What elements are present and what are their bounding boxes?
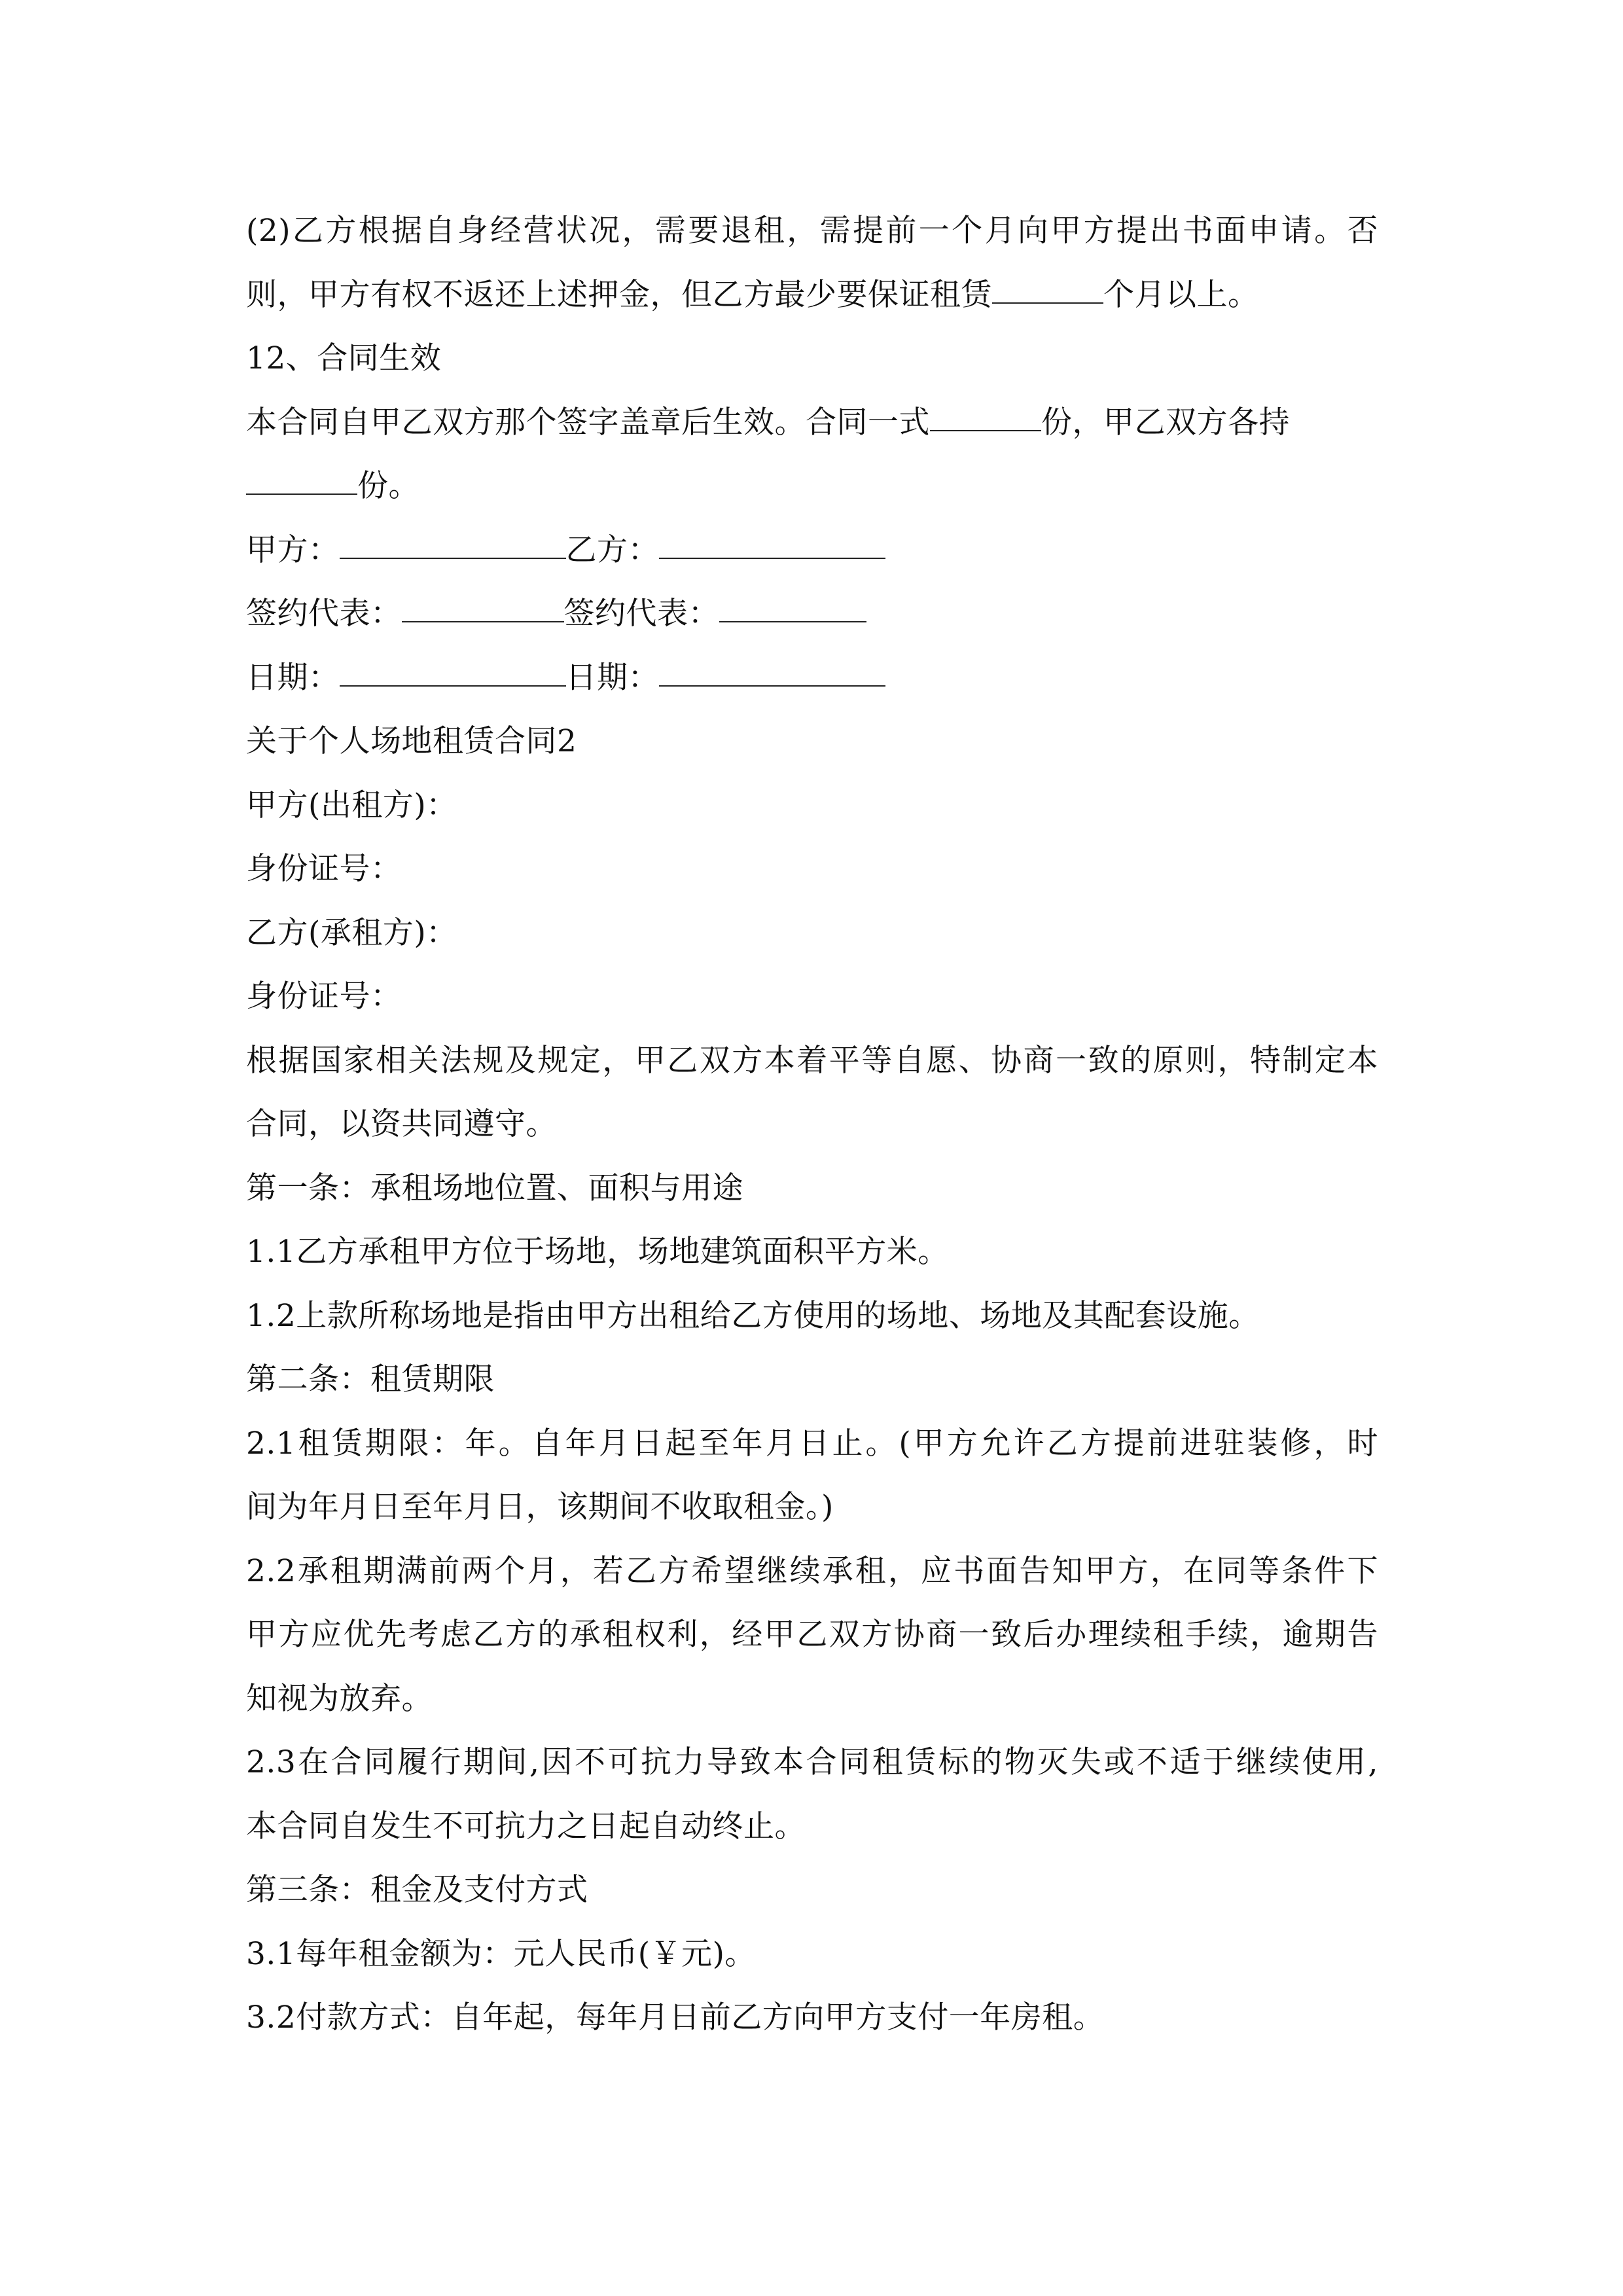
id-b-field: 身份证号： [246,978,402,1014]
clause: 间为年月日至年月日，该期间不收取租金。) [246,1489,834,1525]
clause: 甲方应优先考虑乙方的承租权利，经甲乙双方协商一致后办理续租手续，逾期告 [246,1617,1378,1653]
text-line: 根据国家相关法规及规定，甲乙双方本着平等自愿、协商一致的原则，特制定本 [246,1042,1378,1079]
party-a-field: 甲方(出租方)： [246,787,457,823]
date-b-label: 日期： [565,659,659,696]
clause: 知视为放弃。 [246,1680,433,1717]
article-heading: 第二条：租赁期限 [246,1361,495,1397]
representative-line [246,582,1378,646]
clause: 1.1乙方承租甲方位于场地，场地建筑面积平方米。 [246,1234,949,1270]
text-run: 份，甲乙双方各持 [1041,404,1290,440]
clause: 3.1每年租金额为：元人民币(￥元)。 [246,1935,756,1972]
article-heading: 第三条：租金及支付方式 [246,1872,588,1908]
text-run: 本合同自甲乙双方那个签字盖章后生效。合同一式 [246,404,930,440]
party-a-label: 甲方： [246,531,340,568]
fill-in-blank [340,524,566,559]
clause: 2.3在合同履行期间,因不可抗力导致本合同租赁标的物灭失或不适于继续使用, [246,1744,1378,1780]
fill-in-blank [246,459,357,495]
fill-in-blank [930,396,1041,431]
party-b-label: 乙方： [565,531,659,568]
rep-a-label: 签约代表： [246,596,402,632]
text-line [246,391,1378,455]
text-line: 合同，以资共同遵守。 [246,1106,557,1142]
rep-b-label: 签约代表： [563,596,719,632]
fill-in-blank [659,651,885,687]
document-page [246,199,1378,2050]
signature-line [246,518,1378,583]
text-run: 个月以上。 [1103,276,1259,313]
clause: 1.2上款所称场地是指由甲方出租给乙方使用的场地、场地及其配套设施。 [246,1297,1260,1334]
clause: 本合同自发生不可抗力之日起自动终止。 [246,1808,806,1844]
section-heading: 12、合同生效 [246,340,442,376]
article-heading: 第一条：承租场地位置、面积与用途 [246,1170,743,1206]
id-a-field: 身份证号： [246,851,402,887]
text-line [246,454,1378,518]
fill-in-blank [402,587,564,622]
date-line [246,646,1378,710]
fill-in-blank [992,268,1103,304]
clause: 3.2付款方式：自年起，每年月日前乙方向甲方支付一年房租。 [246,2000,1105,2036]
date-a-label: 日期： [246,659,340,696]
text-run: 则，甲方有权不返还上述押金，但乙方最少要保证租赁 [246,276,992,313]
text-line: (2)乙方根据自身经营状况，需要退租，需提前一个月向甲方提出书面申请。否 [246,213,1378,249]
clause: 2.1租赁期限：年。自年月日起至年月日止。(甲方允许乙方提前进驻装修，时 [246,1425,1378,1462]
fill-in-blank [659,524,885,559]
fill-in-blank [340,651,566,687]
contract-title: 关于个人场地租赁合同2 [246,723,577,759]
text-line [246,263,1378,327]
clause: 2.2承租期满前两个月，若乙方希望继续承租，应书面告知甲方，在同等条件下 [246,1552,1378,1589]
text-run: 份。 [357,468,419,504]
fill-in-blank [719,587,866,622]
party-b-field: 乙方(承租方)： [246,914,457,951]
